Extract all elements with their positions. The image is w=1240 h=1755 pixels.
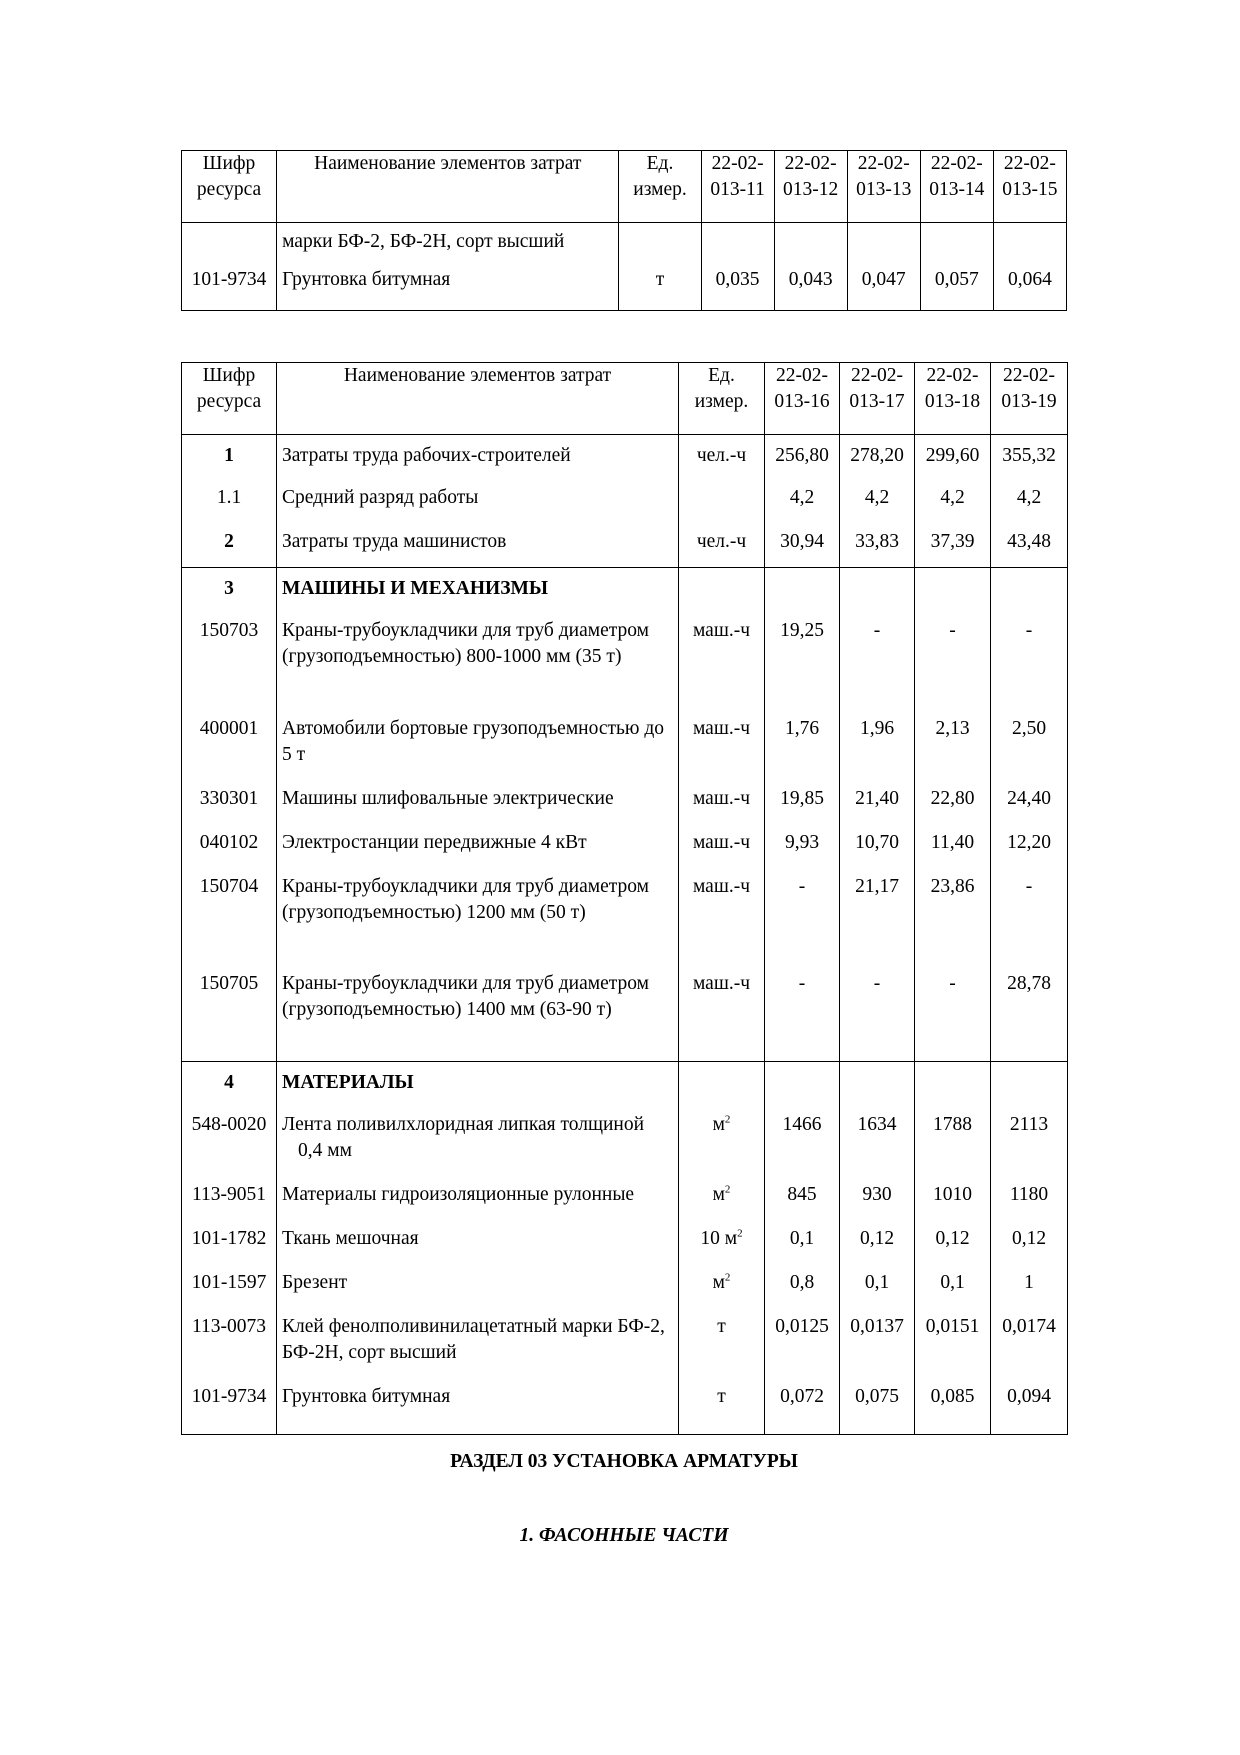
row-code: 150705 bbox=[182, 965, 277, 1062]
table-row bbox=[182, 824, 1068, 868]
row-value bbox=[765, 1062, 840, 1106]
row-unit: маш.-ч bbox=[692, 717, 751, 739]
row-value: 0,0174 bbox=[991, 1308, 1068, 1378]
row-value: 0,8 bbox=[765, 1264, 840, 1308]
row-value: 299,60 bbox=[915, 435, 991, 479]
table-row bbox=[182, 1062, 1068, 1106]
row-unit: м bbox=[712, 1271, 725, 1293]
row-code: 101-1597 bbox=[182, 1264, 277, 1308]
row-name: Затраты труда рабочих-строителей bbox=[282, 445, 571, 466]
row-value: 355,32 bbox=[991, 435, 1068, 479]
row-unit: чел.-ч bbox=[696, 445, 747, 466]
row-value: 19,85 bbox=[765, 780, 840, 824]
resource-table-2 bbox=[181, 362, 1068, 1435]
row-unit: маш.-ч bbox=[692, 831, 751, 853]
row-name: Клей фенолполивинилацетатный марки БФ-2, БФ-2Н, сорт высший bbox=[282, 1315, 665, 1363]
row-value: 10,70 bbox=[840, 824, 915, 868]
row-name: Электростанции передвижные 4 кВт bbox=[282, 831, 587, 853]
row-value: 1,96 bbox=[840, 710, 915, 780]
table-row bbox=[182, 223, 1067, 267]
row-value: 0,1 bbox=[765, 1220, 840, 1264]
row-value: 37,39 bbox=[915, 523, 991, 568]
row-name: Машины шлифовальные электрические bbox=[282, 787, 614, 809]
table-row bbox=[182, 435, 1068, 479]
row-name: Автомобили бортовые грузоподъемностью до 5 т bbox=[282, 717, 665, 765]
row-value: - bbox=[765, 965, 840, 1062]
row-value: 1634 bbox=[840, 1106, 915, 1176]
row-value: 0,0125 bbox=[765, 1308, 840, 1378]
row-value bbox=[915, 1062, 991, 1106]
row-value bbox=[765, 568, 840, 612]
row-name: Ткань мешочная bbox=[282, 1227, 419, 1249]
row-value: 0,1 bbox=[915, 1264, 991, 1308]
row-value bbox=[840, 568, 915, 612]
row-value: 23,86 bbox=[915, 868, 991, 965]
header-code: Шифр ресурса bbox=[182, 363, 277, 435]
row-unit: т bbox=[717, 1385, 726, 1407]
table-row bbox=[182, 267, 1067, 311]
table-row bbox=[182, 710, 1068, 780]
row-name: Брезент bbox=[282, 1271, 348, 1293]
row-name: Грунтовка битумная bbox=[277, 267, 619, 311]
row-value: 0,12 bbox=[840, 1220, 915, 1264]
row-value: 9,93 bbox=[765, 824, 840, 868]
header-col: 22-02-013-13 bbox=[847, 151, 920, 223]
row-code: 548-0020 bbox=[182, 1106, 277, 1176]
header-col: 22-02-013-11 bbox=[701, 151, 774, 223]
row-unit: маш.-ч bbox=[692, 875, 751, 897]
row-value bbox=[840, 1062, 915, 1106]
header-unit: Ед. измер. bbox=[619, 151, 701, 223]
table-row bbox=[182, 612, 1068, 710]
unit-superscript: 2 bbox=[737, 1227, 743, 1239]
table-row bbox=[182, 1264, 1068, 1308]
row-value: 1,76 bbox=[765, 710, 840, 780]
row-value: - bbox=[991, 612, 1068, 710]
row-value: 845 bbox=[765, 1176, 840, 1220]
row-value bbox=[991, 568, 1068, 612]
row-value: 21,17 bbox=[840, 868, 915, 965]
header-code: Шифр ресурса bbox=[182, 151, 277, 223]
row-code: 330301 bbox=[182, 780, 277, 824]
header-col: 22-02-013-16 bbox=[765, 363, 840, 435]
table-row bbox=[182, 1308, 1068, 1378]
row-code: 3 bbox=[182, 568, 277, 612]
row-name: Краны-трубоукладчики для труб диаметром (грузоподъемностью) 1200 мм (50 т) bbox=[282, 875, 649, 923]
row-value: 1 bbox=[991, 1264, 1068, 1308]
row-value: 0,043 bbox=[774, 267, 847, 311]
table-row bbox=[182, 568, 1068, 612]
row-value: 1788 bbox=[915, 1106, 991, 1176]
row-value: 11,40 bbox=[915, 824, 991, 868]
row-name: Грунтовка битумная bbox=[282, 1385, 451, 1407]
row-code: 1.1 bbox=[182, 479, 277, 523]
table-row bbox=[182, 780, 1068, 824]
row-name: Материалы гидроизоляционные рулонные bbox=[282, 1183, 635, 1205]
row-value: 2,13 bbox=[915, 710, 991, 780]
table-row bbox=[182, 479, 1068, 523]
row-value: 256,80 bbox=[765, 435, 840, 479]
row-code: 101-9734 bbox=[182, 267, 277, 311]
row-value: 19,25 bbox=[765, 612, 840, 710]
row-unit: т bbox=[619, 267, 701, 311]
row-value: 0,1 bbox=[840, 1264, 915, 1308]
row-name-continuation: марки БФ-2, БФ-2Н, сорт высший bbox=[277, 223, 619, 267]
row-name: МАШИНЫ И МЕХАНИЗМЫ bbox=[282, 578, 549, 599]
resource-table-1 bbox=[181, 150, 1067, 311]
row-value: 4,2 bbox=[840, 479, 915, 523]
table-row bbox=[182, 1106, 1068, 1176]
row-value: - bbox=[840, 965, 915, 1062]
header-col: 22-02-013-17 bbox=[840, 363, 915, 435]
row-value: 30,94 bbox=[765, 523, 840, 568]
table-row bbox=[182, 1176, 1068, 1220]
table-header bbox=[182, 363, 1068, 435]
row-code: 101-9734 bbox=[182, 1378, 277, 1435]
row-value: 0,072 bbox=[765, 1378, 840, 1435]
table-row bbox=[182, 965, 1068, 1062]
row-code: 113-9051 bbox=[182, 1176, 277, 1220]
row-value: 4,2 bbox=[991, 479, 1068, 523]
row-unit: маш.-ч bbox=[692, 972, 751, 994]
header-unit: Ед. измер. bbox=[679, 363, 765, 435]
header-name: Наименование элементов затрат bbox=[277, 151, 619, 223]
row-code: 2 bbox=[182, 523, 277, 568]
row-value: 0,075 bbox=[840, 1378, 915, 1435]
row-name: Затраты труда машинистов bbox=[282, 530, 507, 552]
row-name: Краны-трубоукладчики для труб диаметром (грузоподъемностью) 1400 мм (63-90 т) bbox=[282, 972, 649, 1020]
row-code: 1 bbox=[182, 435, 277, 479]
row-value: - bbox=[915, 612, 991, 710]
table-row bbox=[182, 523, 1068, 568]
row-value: 4,2 bbox=[765, 479, 840, 523]
row-value: 0,085 bbox=[915, 1378, 991, 1435]
row-value: 1466 bbox=[765, 1106, 840, 1176]
row-name: Краны-трубоукладчики для труб диаметром (грузоподъемностью) 800-1000 мм (35 т) bbox=[282, 619, 649, 667]
row-unit: маш.-ч bbox=[692, 619, 751, 641]
row-value bbox=[991, 1062, 1068, 1106]
row-value: 21,40 bbox=[840, 780, 915, 824]
unit-superscript: 2 bbox=[724, 1183, 731, 1195]
row-value: 0,047 bbox=[847, 267, 920, 311]
header-col: 22-02-013-18 bbox=[915, 363, 991, 435]
row-value: - bbox=[765, 868, 840, 965]
row-code: 101-1782 bbox=[182, 1220, 277, 1264]
row-code: 113-0073 bbox=[182, 1308, 277, 1378]
row-value bbox=[915, 568, 991, 612]
section-title: РАЗДЕЛ 03 УСТАНОВКА АРМАТУРЫ bbox=[450, 1451, 798, 1472]
row-unit: 10 м bbox=[700, 1227, 738, 1249]
row-code: 4 bbox=[182, 1062, 277, 1106]
table-header bbox=[182, 151, 1067, 223]
header-col: 22-02-013-14 bbox=[920, 151, 993, 223]
row-code: 040102 bbox=[182, 824, 277, 868]
row-value: 930 bbox=[840, 1176, 915, 1220]
row-value: 2113 bbox=[991, 1106, 1068, 1176]
row-value: - bbox=[840, 612, 915, 710]
row-value: 0,0137 bbox=[840, 1308, 915, 1378]
unit-superscript: 2 bbox=[724, 1271, 731, 1283]
header-col: 22-02-013-19 bbox=[991, 363, 1068, 435]
header-name: Наименование элементов затрат bbox=[277, 363, 679, 435]
row-value: 12,20 bbox=[991, 824, 1068, 868]
row-value: 4,2 bbox=[915, 479, 991, 523]
row-value: 28,78 bbox=[991, 965, 1068, 1062]
row-value: 0,12 bbox=[915, 1220, 991, 1264]
row-value: 1180 bbox=[991, 1176, 1068, 1220]
header-col: 22-02-013-12 bbox=[774, 151, 847, 223]
row-unit: т bbox=[717, 1315, 726, 1337]
row-value: 0,035 bbox=[701, 267, 774, 311]
row-value: - bbox=[915, 965, 991, 1062]
row-value: 22,80 bbox=[915, 780, 991, 824]
subsection-title: 1. ФАСОННЫЕ ЧАСТИ bbox=[519, 1525, 729, 1546]
row-unit: м bbox=[712, 1183, 725, 1205]
table-row bbox=[182, 868, 1068, 965]
row-name: МАТЕРИАЛЫ bbox=[282, 1072, 414, 1093]
row-value: 33,83 bbox=[840, 523, 915, 568]
unit-superscript: 2 bbox=[724, 1113, 731, 1125]
row-value: 43,48 bbox=[991, 523, 1068, 568]
row-code: 400001 bbox=[182, 710, 277, 780]
table-row bbox=[182, 1220, 1068, 1264]
row-value: 2,50 bbox=[991, 710, 1068, 780]
row-name: Средний разряд работы bbox=[282, 486, 479, 508]
row-name: Лента поливилхлоридная липкая толщиной 0,4 мм bbox=[282, 1113, 645, 1161]
row-unit: маш.-ч bbox=[692, 787, 751, 809]
row-value: 0,057 bbox=[920, 267, 993, 311]
row-unit: м bbox=[712, 1113, 725, 1135]
row-value: 278,20 bbox=[840, 435, 915, 479]
header-col: 22-02-013-15 bbox=[993, 151, 1066, 223]
row-value: 0,0151 bbox=[915, 1308, 991, 1378]
row-code: 150704 bbox=[182, 868, 277, 965]
table-row bbox=[182, 1378, 1068, 1435]
row-value: 0,064 bbox=[993, 267, 1066, 311]
row-code: 150703 bbox=[182, 612, 277, 710]
row-value: - bbox=[991, 868, 1068, 965]
row-value: 0,12 bbox=[991, 1220, 1068, 1264]
row-value: 0,094 bbox=[991, 1378, 1068, 1435]
row-unit: чел.-ч bbox=[696, 530, 747, 552]
row-value: 1010 bbox=[915, 1176, 991, 1220]
row-value: 24,40 bbox=[991, 780, 1068, 824]
